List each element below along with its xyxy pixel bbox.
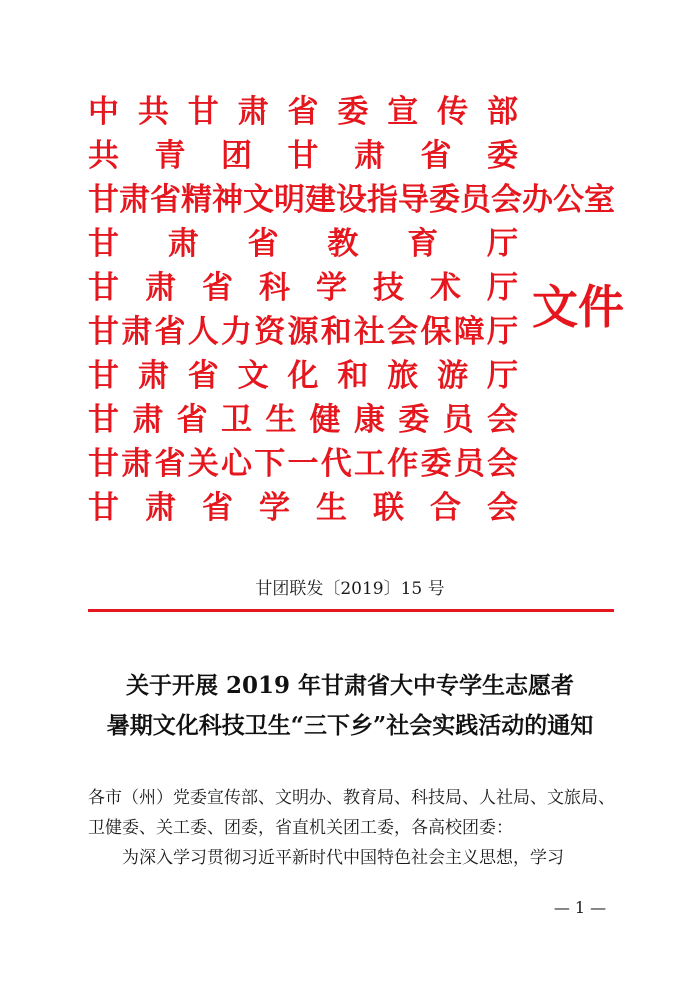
issuer-char: 会	[387, 314, 419, 350]
issuer-line	[88, 134, 518, 178]
issuer-char: 省	[187, 358, 219, 394]
issuer-char: 员	[442, 402, 474, 438]
issuer-char: 和	[337, 358, 369, 394]
issuer-char: 建	[305, 182, 336, 218]
issuer-char: 人	[187, 314, 219, 350]
issuer-char: 甘	[88, 490, 119, 526]
issuer-char: 青	[154, 138, 186, 174]
issuer-char: 室	[584, 182, 615, 218]
issuer-char: 委	[398, 402, 430, 438]
issuer-char: 教	[327, 226, 359, 262]
issuer-line	[88, 266, 518, 310]
issuer-char: 旅	[387, 358, 419, 394]
issuer-char: 委	[337, 94, 369, 130]
issuer-char: 育	[407, 226, 439, 262]
issuer-char: 文	[243, 182, 274, 218]
issuer-char: 省	[202, 490, 233, 526]
issuer-char: 设	[336, 182, 367, 218]
title-line-1: 关于开展 2019 年甘肃省大中专学生志愿者	[125, 672, 575, 699]
red-divider-line	[88, 609, 614, 612]
issuer-char: 甘	[287, 138, 319, 174]
issuer-char: 化	[287, 358, 319, 394]
issuer-char: 工	[354, 446, 385, 482]
issuer-char: 指	[367, 182, 398, 218]
issuer-char: 省	[247, 226, 279, 262]
issuer-line	[88, 178, 615, 222]
issuer-char: 术	[430, 270, 461, 306]
issuer-char: 甘	[88, 446, 119, 482]
issuer-char: 肃	[121, 446, 153, 482]
issuer-char: 科	[259, 270, 290, 306]
issuer-char: 会	[491, 182, 522, 218]
issuer-char: 肃	[137, 358, 169, 394]
issuer-char: 共	[137, 94, 169, 130]
issuer-char: 甘	[88, 314, 119, 350]
issuer-char: 肃	[119, 182, 150, 218]
issuer-char: 生	[265, 402, 297, 438]
issuer-char: 社	[354, 314, 385, 350]
issuer-char: 和	[320, 314, 352, 350]
issuer-char: 学	[259, 490, 290, 526]
issuer-char: 部	[487, 94, 518, 130]
issuer-char: 公	[553, 182, 584, 218]
issuer-char: 代	[320, 446, 352, 482]
issuer-char: 省	[420, 138, 452, 174]
issuer-char: 省	[202, 270, 233, 306]
issuer-char: 作	[387, 446, 419, 482]
document-number: 甘团联发〔2019〕15 号	[255, 579, 445, 599]
issuer-line	[88, 90, 518, 134]
document-label: 文件	[532, 280, 624, 334]
issuer-char: 员	[460, 182, 491, 218]
title-line-2: 暑期文化科技卫生“三下乡”社会实践活动的通知	[106, 712, 594, 739]
issuer-char: 卫	[220, 402, 252, 438]
issuer-char: 康	[353, 402, 385, 438]
issuer-char: 省	[150, 182, 181, 218]
issuer-char: 甘	[88, 182, 119, 218]
issuer-char: 办	[522, 182, 553, 218]
issuer-char: 中	[88, 94, 119, 130]
issuer-char: 宣	[387, 94, 419, 130]
issuer-line	[88, 398, 518, 442]
issuer-char: 合	[430, 490, 461, 526]
issuer-char: 源	[287, 314, 319, 350]
issuer-char: 资	[254, 314, 286, 350]
issuer-char: 肃	[121, 314, 153, 350]
issuer-char: 甘	[88, 358, 119, 394]
issuer-char: 厅	[487, 358, 518, 394]
issuer-char: 厅	[487, 270, 518, 306]
issuer-char: 精	[181, 182, 212, 218]
issuer-char: 关	[187, 446, 219, 482]
issuer-char: 神	[212, 182, 243, 218]
issuer-char: 传	[437, 94, 469, 130]
issuer-char: 省	[154, 314, 186, 350]
issuer-char: 厅	[486, 226, 518, 262]
issuer-char: 学	[316, 270, 347, 306]
issuer-char: 文	[237, 358, 269, 394]
issuer-char: 肃	[354, 138, 385, 174]
issuer-char: 肃	[145, 270, 176, 306]
issuer-char: 委	[487, 138, 518, 174]
issuer-char: 甘	[187, 94, 219, 130]
document-title	[60, 666, 640, 746]
issuer-char: 甘	[88, 402, 119, 438]
issuer-char: 共	[88, 138, 119, 174]
issuer-char: 保	[420, 314, 452, 350]
issuer-char: 委	[420, 446, 452, 482]
body-paragraph: 为深入学习贯彻习近平新时代中国特色社会主义思想，学习	[122, 848, 564, 868]
issuer-char: 导	[398, 182, 429, 218]
page-number: — 1 —	[553, 898, 607, 917]
issuer-char: 肃	[237, 94, 269, 130]
issuer-char: 联	[373, 490, 404, 526]
issuer-char: 健	[309, 402, 341, 438]
document-body	[88, 783, 618, 873]
issuer-char: 会	[486, 402, 518, 438]
issuer-char: 省	[287, 94, 319, 130]
issuer-line	[88, 222, 518, 266]
issuer-char: 厅	[487, 314, 518, 350]
issuer-char: 委	[429, 182, 460, 218]
issuer-char: 一	[287, 446, 319, 482]
issuer-char: 员	[453, 446, 485, 482]
issuer-char: 团	[221, 138, 252, 174]
issuer-char: 生	[316, 490, 347, 526]
issuer-char: 明	[274, 182, 305, 218]
issuer-line	[88, 310, 518, 354]
issuer-char: 肃	[132, 402, 164, 438]
issuer-char: 下	[254, 446, 286, 482]
issuer-char: 技	[373, 270, 404, 306]
issuer-char: 游	[437, 358, 469, 394]
issuer-char: 力	[221, 314, 252, 350]
issuer-line	[88, 442, 518, 486]
issuer-line	[88, 354, 518, 398]
issuer-char: 甘	[88, 226, 119, 262]
issuer-char: 障	[453, 314, 485, 350]
recipients: 各市（州）党委宣传部、文明办、教育局、科技局、人社局、文旅局、卫健委、关工委、团委，省直机关团工委，各高校团委：	[88, 788, 615, 838]
issuer-char: 心	[221, 446, 252, 482]
issuer-char: 肃	[145, 490, 176, 526]
issuer-char: 会	[487, 490, 518, 526]
issuer-char: 省	[154, 446, 186, 482]
issuer-char: 甘	[88, 270, 119, 306]
issuer-line	[88, 486, 518, 530]
issuer-char: 省	[176, 402, 208, 438]
issuer-char: 肃	[167, 226, 199, 262]
issuer-char: 会	[487, 446, 518, 482]
